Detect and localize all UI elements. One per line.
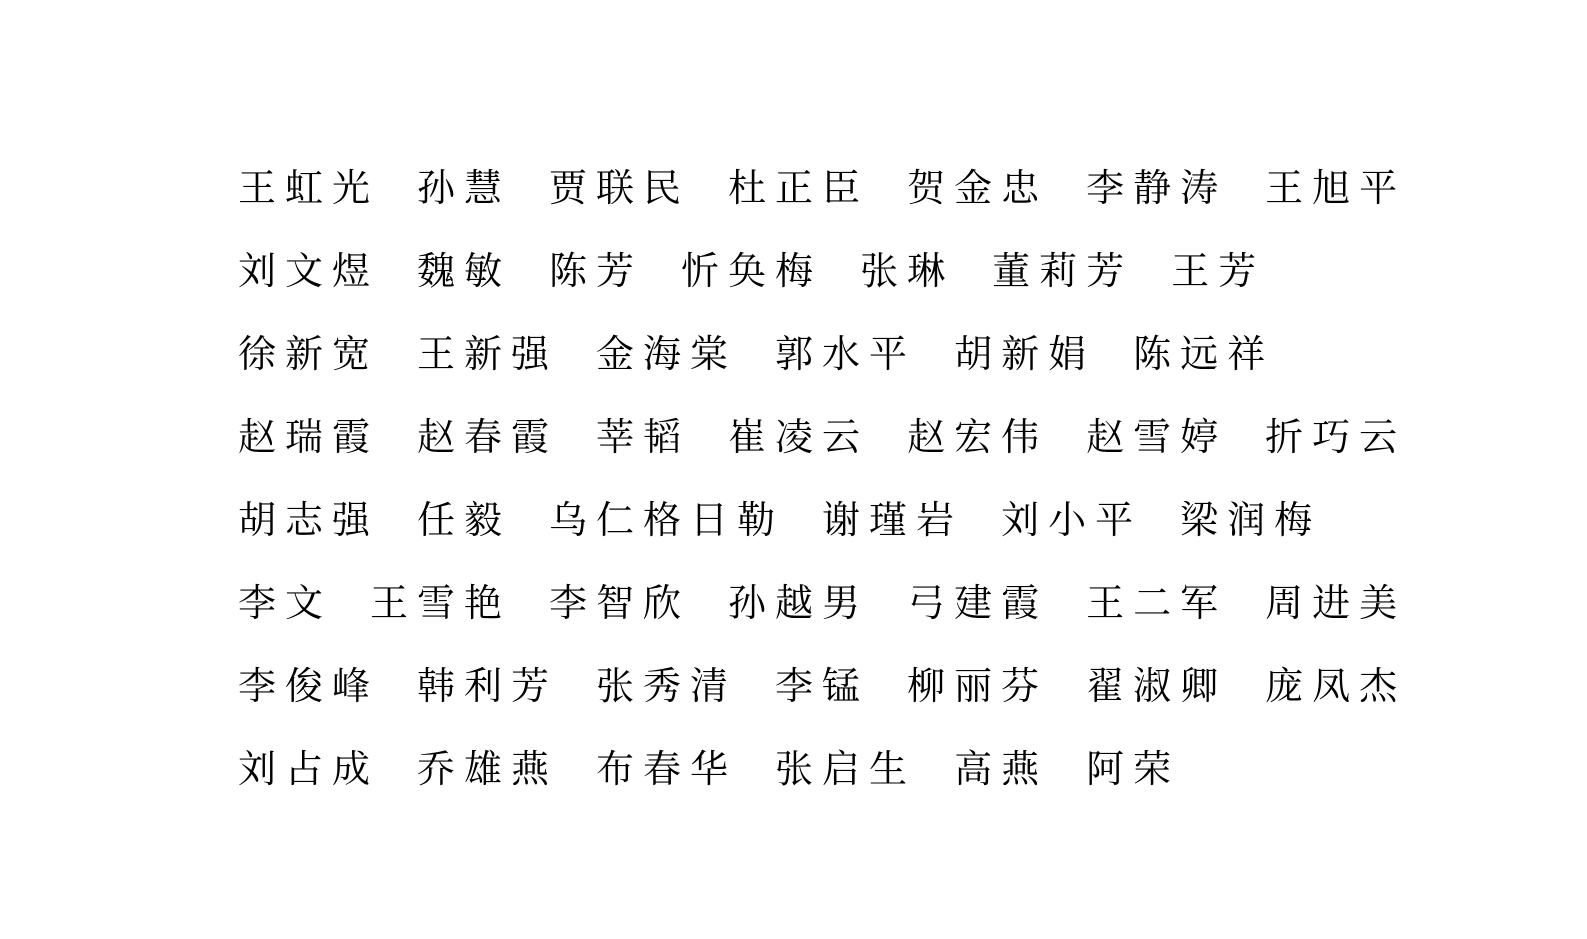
person-name: 高燕 bbox=[954, 749, 1049, 791]
person-name: 翟淑卿 bbox=[1086, 666, 1228, 708]
person-name: 贾联民 bbox=[549, 168, 691, 210]
person-name: 赵瑞霞 bbox=[238, 417, 380, 459]
person-name: 刘文煜 bbox=[238, 251, 380, 293]
person-name: 梁润梅 bbox=[1180, 500, 1322, 542]
person-name: 金海棠 bbox=[596, 334, 738, 376]
person-name: 乌仁格日勒 bbox=[549, 500, 785, 542]
person-name: 王虹光 bbox=[238, 168, 380, 210]
name-row bbox=[238, 480, 1418, 563]
person-name: 赵宏伟 bbox=[907, 417, 1049, 459]
name-list bbox=[238, 148, 1418, 812]
person-name: 李静涛 bbox=[1086, 168, 1228, 210]
person-name: 胡新娟 bbox=[954, 334, 1096, 376]
person-name: 赵春霞 bbox=[417, 417, 559, 459]
person-name: 陈芳 bbox=[549, 251, 644, 293]
name-row bbox=[238, 148, 1418, 231]
person-name: 乔雄燕 bbox=[417, 749, 559, 791]
person-name: 王芳 bbox=[1171, 251, 1266, 293]
person-name: 孙越男 bbox=[728, 583, 870, 625]
name-row bbox=[238, 314, 1418, 397]
person-name: 张启生 bbox=[775, 749, 917, 791]
person-name: 莘韬 bbox=[596, 417, 691, 459]
person-name: 谢瑾岩 bbox=[822, 500, 964, 542]
person-name: 张琳 bbox=[860, 251, 955, 293]
person-name: 韩利芳 bbox=[417, 666, 559, 708]
name-row bbox=[238, 646, 1418, 729]
person-name: 周进美 bbox=[1265, 583, 1407, 625]
person-name: 阿荣 bbox=[1086, 749, 1181, 791]
person-name: 李锰 bbox=[775, 666, 870, 708]
person-name: 贺金忠 bbox=[907, 168, 1049, 210]
person-name: 弓建霞 bbox=[907, 583, 1049, 625]
person-name: 陈远祥 bbox=[1133, 334, 1275, 376]
person-name: 忻奂梅 bbox=[681, 251, 823, 293]
name-row bbox=[238, 729, 1418, 812]
person-name: 李文 bbox=[238, 583, 333, 625]
name-row bbox=[238, 231, 1418, 314]
person-name: 徐新宽 bbox=[238, 334, 380, 376]
person-name: 王新强 bbox=[417, 334, 559, 376]
person-name: 魏敏 bbox=[417, 251, 512, 293]
person-name: 任毅 bbox=[417, 500, 512, 542]
person-name: 李俊峰 bbox=[238, 666, 380, 708]
person-name: 刘小平 bbox=[1001, 500, 1143, 542]
person-name: 布春华 bbox=[596, 749, 738, 791]
person-name: 董莉芳 bbox=[992, 251, 1134, 293]
person-name: 崔凌云 bbox=[728, 417, 870, 459]
person-name: 折巧云 bbox=[1265, 417, 1407, 459]
person-name: 王旭平 bbox=[1265, 168, 1407, 210]
person-name: 杜正臣 bbox=[728, 168, 870, 210]
person-name: 孙慧 bbox=[417, 168, 512, 210]
person-name: 柳丽芬 bbox=[907, 666, 1049, 708]
name-row bbox=[238, 397, 1418, 480]
person-name: 刘占成 bbox=[238, 749, 380, 791]
person-name: 王雪艳 bbox=[370, 583, 512, 625]
person-name: 庞凤杰 bbox=[1265, 666, 1407, 708]
person-name: 赵雪婷 bbox=[1086, 417, 1228, 459]
person-name: 王二军 bbox=[1086, 583, 1228, 625]
person-name: 胡志强 bbox=[238, 500, 380, 542]
person-name: 李智欣 bbox=[549, 583, 691, 625]
person-name: 张秀清 bbox=[596, 666, 738, 708]
name-row bbox=[238, 563, 1418, 646]
person-name: 郭水平 bbox=[775, 334, 917, 376]
